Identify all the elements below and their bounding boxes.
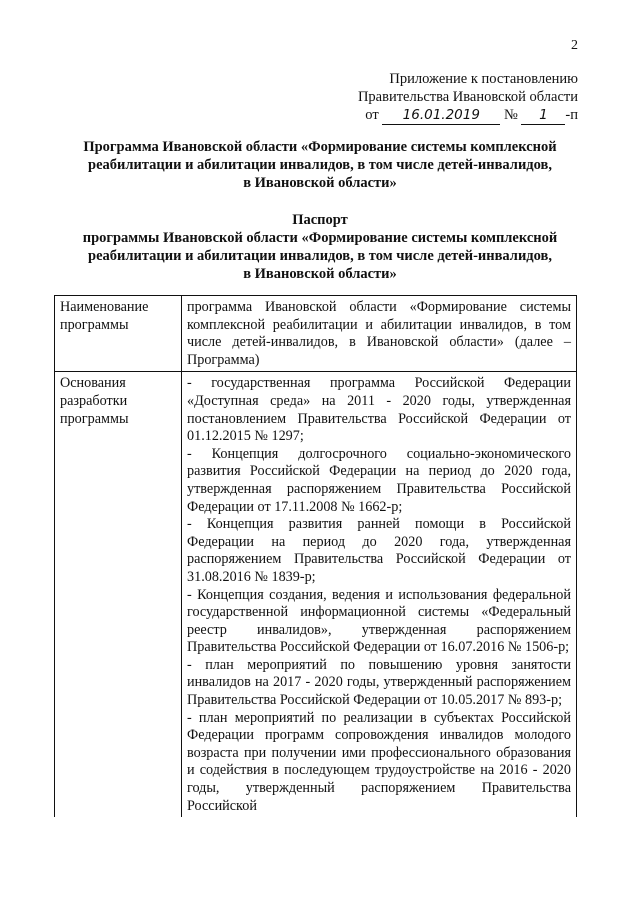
list-item: - Концепция создания, ведения и использования федеральной государственной информационной системы «Федеральный реестр инвалидов», утвержденная распоряжением Правительства Российской Федерации от 16.07.2016 № 1506-р; [187,586,571,656]
program-title-line-2: реабилитации и абилитации инвалидов, в том числе детей-инвалидов, [88,157,552,173]
table-row [55,372,577,817]
row-content [182,372,577,817]
passport-title-line-2: реабилитации и абилитации инвалидов, в том числе детей-инвалидов, [88,248,552,264]
number-label: № [503,107,518,123]
list-item: - план мероприятий по реализации в субъектах Российской Федерации программ сопровождения инвалидов молодого возраста при получении ими профессионального образования и содействия в последующем трудоустройстве на 2016 - 2020 годы, утвержденный распоряжением Правительства Российской [187,709,571,814]
program-title [40,138,600,192]
page-number: 2 [571,38,578,53]
list-item: - Концепция долгосрочного социально-экономического развития Российской Федерации на период до 2020 года, утвержденная распоряжением Правительства Российской Федерации от 17.11.2008 № 1662-р; [187,445,571,515]
program-title-line-1: Программа Ивановской области «Формирование системы комплексной [83,139,557,155]
from-label: от [365,107,379,123]
passport-table [54,295,577,817]
list-item: - Концепция развития ранней помощи в Российской Федерации на период до 2020 года, утвержденная распоряжением Правительства Российской Федерации от 31.08.2016 № 1839-р; [187,516,571,585]
appendix-header [358,70,578,125]
table-row [55,296,577,372]
passport-title [40,211,600,283]
row-label: Основания разработки программы [55,372,182,817]
appendix-line-1: Приложение к постановлению [389,71,578,87]
passport-title-line-1: программы Ивановской области «Формирование системы комплексной [82,230,558,246]
list-item: - государственная программа Российской Федерации «Доступная среда» на 2011 - 2020 годы, утвержденная постановлением Правительства Российской Федерации от 01.12.2015 № 1297; [187,375,571,445]
row-label: Наименование программы [55,296,182,372]
handwritten-date: 16.01.2019 [382,106,500,125]
list-item: - план мероприятий по повышению уровня занятости инвалидов на 2017 - 2020 годы, утвержденный распоряжением Правительства Российской Федерации от 10.05.2017 № 893-р; [187,656,571,709]
appendix-line-2: Правительства Ивановской области [357,89,578,105]
appendix-date-line [358,106,578,125]
number-suffix: -п [565,107,578,123]
passport-title-line-3: в Ивановской области» [243,266,397,282]
row-content: программа Ивановской области «Формирование системы комплексной реабилитации и абилитации инвалидов, в том числе детей-инвалидов, в Ивановской области» (далее – Программа) [182,296,577,372]
handwritten-number: 1 [521,106,565,125]
program-title-line-3: в Ивановской области» [243,175,397,191]
passport-heading: Паспорт [292,212,348,228]
